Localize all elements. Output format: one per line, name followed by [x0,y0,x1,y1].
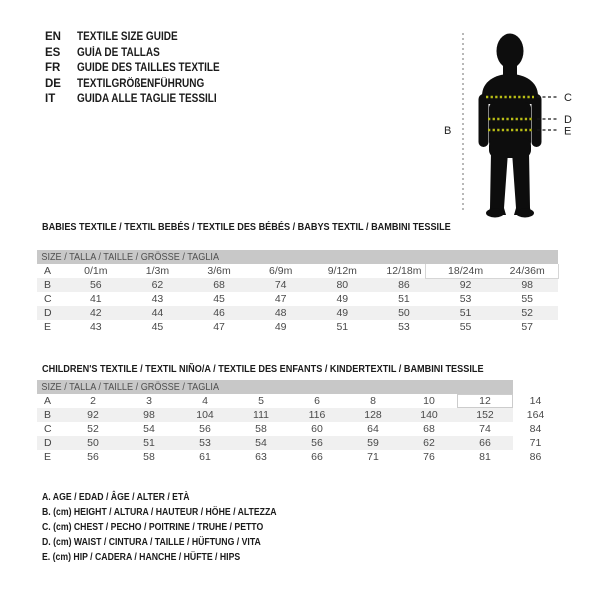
children-size-table [37,380,558,464]
size-header-bar [37,380,513,394]
babies-section-title-text: BABIES TEXTILE / TEXTIL BEBÉS / TEXTILE DES BÉBÉS / BABYS TEXTIL / BAMBINI TESSILE [42,221,451,233]
child-measurement-figure [430,10,600,230]
table-cell: 58 [143,451,155,463]
size-header-label: SIZE / TALLA / TAILLE / GRÖSSE / TAGLIA [41,251,220,263]
table-cell: 43 [151,293,164,305]
table-cell: 63 [255,451,267,463]
lang-title: GUIDE DES TAILLES TEXTILE [77,62,220,74]
table-cell: 48 [250,306,312,320]
lang-row-fr [45,61,241,77]
row-label: D [37,436,65,450]
table-cell: 52 [87,423,99,435]
table-cell: 6 [314,395,320,407]
row-label: E [44,321,52,333]
table-cell: 98 [496,278,558,292]
table-cell: 56 [65,278,127,292]
table-cell: 12/18m [386,265,422,277]
lang-row-en [45,30,241,46]
table-row-A [37,264,558,278]
lang-title: TEXTILE SIZE GUIDE [77,31,178,43]
table-cell: 3/6m [207,265,231,277]
height-label: B [444,125,452,137]
lang-code: EN [45,31,61,43]
table-row-D [37,306,558,320]
lang-title: TEXTILGRÖßENFÜHRUNG [77,77,205,90]
language-title-list [45,30,241,108]
table-cell: 59 [345,436,401,450]
table-cell: 68 [188,278,250,292]
lang-title: GUIDA ALLE TAGLIE TESSILI [77,93,217,105]
table-cell: 74 [479,423,491,435]
table-cell: 24/36m [509,265,545,277]
silhouette-right-leg [512,152,532,215]
lang-title: GUÍA DE TALLAS [77,46,160,59]
table-cell: 61 [199,451,211,463]
table-cell: 42 [65,306,127,320]
children-section-title-text: CHILDREN'S TEXTILE / TEXTIL NIÑO/A / TEXTILE DES ENFANTS / KINDERTEXTIL / BAMBINI TESSILE [42,363,484,375]
table-cell: 51 [121,436,177,450]
table-cell: 98 [121,408,177,422]
table-cell: 51 [435,306,497,320]
table-cell: 45 [151,321,164,333]
table-cell: 52 [496,306,558,320]
table-cell: 46 [188,306,250,320]
legend-age [42,490,312,505]
table-cell: 140 [401,408,457,422]
table-row-D [37,436,558,450]
table-cell: 41 [89,293,102,305]
legend-waist-text: D. (cm) WAIST / CINTURA / TAILLE / HÜFTUNG / VITA [42,537,261,548]
table-cell: 9/12m [327,265,357,277]
table-cell: 50 [65,436,121,450]
waist-label: D [564,114,572,126]
table-cell: 54 [233,436,289,450]
table-cell: 66 [457,436,513,450]
table-cell: 10 [423,395,435,407]
table-cell: 62 [127,278,189,292]
lang-code: ES [45,46,61,59]
silhouette-shoulders [482,74,538,104]
table-cell: 76 [423,451,435,463]
table-cell: 66 [311,451,323,463]
table-cell: 116 [289,408,345,422]
table-cell: 62 [401,436,457,450]
row-label: A [44,395,52,407]
table-row-B [37,278,558,292]
table-cell: 56 [289,436,345,450]
table-cell: 53 [177,436,233,450]
table-row-C [37,292,558,306]
table-cell: 56 [87,451,99,463]
table-cell: 86 [529,451,542,463]
table-row-E [37,320,558,334]
table-cell: 47 [274,293,287,305]
babies-section-title [42,221,512,233]
lang-code: FR [45,62,61,74]
table-row-B [37,408,558,422]
table-cell: 58 [255,423,267,435]
row-label: D [37,306,65,320]
table-cell: 71 [367,451,379,463]
table-cell: 14 [529,395,542,407]
table-cell: 4 [202,395,208,407]
table-row-A [37,394,558,408]
table-cell: 5 [258,395,264,407]
babies-size-table [37,250,558,334]
lang-row-de [45,77,241,93]
size-header-bar-gap [513,380,558,394]
table-cell: 49 [312,306,374,320]
children-table-grid [37,380,558,464]
table-cell: 64 [367,423,379,435]
table-cell: 47 [213,321,225,333]
table-cell: 44 [127,306,189,320]
table-cell: 84 [529,423,542,435]
lang-row-it [45,92,241,108]
legend-age-text: A. AGE / EDAD / ÂGE / ALTER / ETÀ [42,492,190,503]
table-cell: 6/9m [269,265,293,277]
legend-chest [42,520,312,535]
table-cell: 49 [336,293,349,305]
silhouette-right-arm [532,94,542,147]
measurement-legend [42,490,312,565]
table-cell: 51 [398,293,410,305]
babies-table-grid [37,250,558,334]
table-cell: 53 [459,293,472,305]
row-label: B [37,278,65,292]
table-cell: 51 [336,321,349,333]
table-cell: 81 [479,451,491,463]
lang-code: IT [45,93,56,105]
row-label: A [44,265,52,277]
table-cell: 92 [435,278,497,292]
table-cell: 18/24m [448,265,484,277]
table-cell: 8 [370,395,376,407]
table-cell: 55 [521,293,534,305]
table-cell: 92 [65,408,121,422]
table-cell: 12 [457,394,513,408]
lang-code: DE [45,77,61,90]
table-cell: 3 [146,395,152,407]
table-cell: 111 [233,408,289,422]
table-row-C [37,422,558,436]
size-header-bar [37,250,558,264]
legend-chest-text: C. (cm) CHEST / PECHO / POITRINE / TRUHE / PETTO [42,522,264,533]
table-cell: 57 [521,321,534,333]
hip-label: E [564,125,572,138]
table-row-E [37,450,558,464]
child-silhouette [479,34,542,218]
children-section-title [42,363,550,375]
legend-hip [42,550,312,565]
table-cell: 53 [398,321,410,333]
table-cell: 164 [513,408,558,422]
table-cell: 49 [274,321,287,333]
lang-row-es [45,46,241,62]
table-cell: 54 [143,423,155,435]
table-cell: 80 [312,278,374,292]
table-cell: 2 [90,395,96,407]
silhouette-left-foot [486,209,504,218]
legend-height-text: B. (cm) HEIGHT / ALTURA / HAUTEUR / HÖHE / ALTEZZA [42,507,277,518]
row-label: B [37,408,65,422]
table-cell: 45 [213,293,225,305]
table-cell: 104 [177,408,233,422]
table-cell: 60 [311,423,323,435]
table-cell: 50 [373,306,435,320]
table-cell: 56 [199,423,211,435]
table-cell: 68 [423,423,435,435]
legend-hip-text: E. (cm) HIP / CADERA / HANCHE / HÜFTE / HIPS [42,552,241,563]
row-label: C [44,423,52,435]
table-cell: 43 [89,321,102,333]
table-cell: 86 [373,278,435,292]
legend-waist [42,535,312,550]
silhouette-left-arm [479,94,489,147]
legend-height [42,505,312,520]
chest-label: C [564,92,572,104]
silhouette-right-foot [516,209,534,218]
table-cell: 128 [345,408,401,422]
size-header-label: SIZE / TALLA / TAILLE / GRÖSSE / TAGLIA [41,381,220,393]
silhouette-left-leg [488,152,508,215]
table-cell: 55 [459,321,472,333]
table-cell: 74 [250,278,312,292]
row-label: C [44,293,52,305]
row-label: E [44,451,52,463]
table-cell: 1/3m [145,265,170,277]
table-cell: 71 [513,436,558,450]
table-cell: 0/1m [84,265,108,277]
table-cell: 152 [457,408,513,422]
